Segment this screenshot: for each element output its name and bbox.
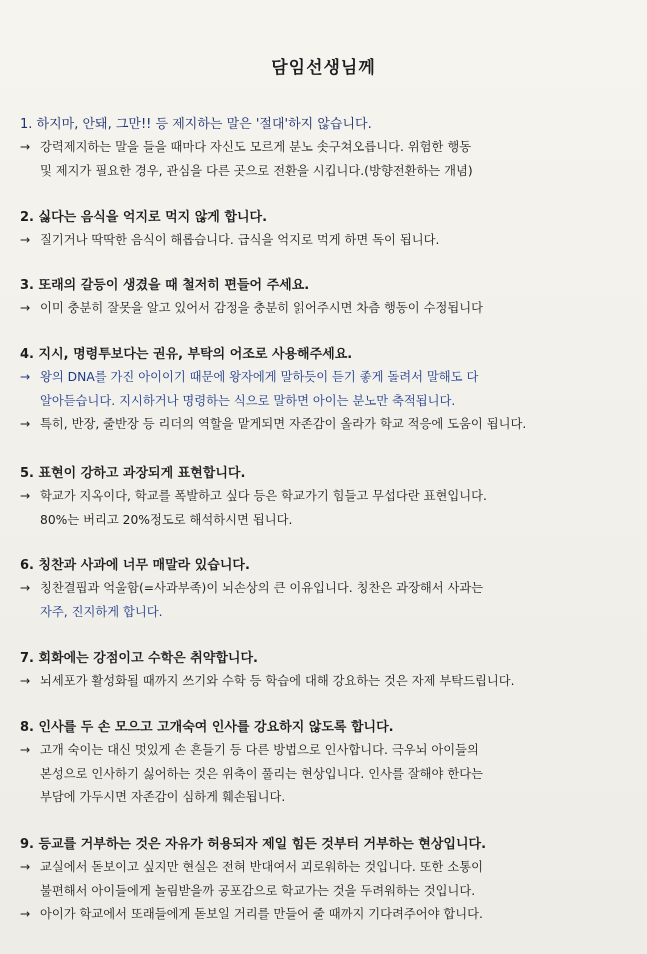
arrow-icon: → [20, 907, 31, 921]
arrow-icon: → [20, 140, 31, 154]
section-heading: 3. 또래의 갈등이 생겼을 때 철저히 편들어 주세요. [20, 278, 310, 293]
bullet-line: 강력제지하는 말을 들을 때마다 자신도 모르게 분노 솟구쳐오릅니다. 위험한 행동 [40, 140, 472, 154]
bullet [20, 670, 620, 694]
arrow-icon: → [20, 674, 31, 688]
section-3 [20, 275, 620, 321]
section-5 [20, 463, 620, 532]
bullet [20, 903, 620, 927]
section-heading: 5. 표현이 강하고 과장되게 표현합니다. [20, 466, 246, 481]
section-heading: 4. 지시, 명령투보다는 권유, 부탁의 어조로 사용해주세요. [20, 347, 353, 362]
bullet-line: 알아듣습니다. 지시하거나 명령하는 식으로 말하면 아이는 분노만 축적됩니다. [40, 393, 456, 408]
bullet-line: 칭찬결핍과 억울함(=사과부족)이 뇌손상의 큰 이유입니다. 칭찬은 과장해서 사과는 [40, 581, 484, 595]
bullet [20, 413, 620, 437]
bullet-line: 고개 숙이는 대신 멋있게 손 흔들기 등 다른 방법으로 인사합니다. 극우뇌 아이들의 [40, 743, 479, 757]
arrow-icon: → [20, 860, 31, 874]
section-7 [20, 648, 620, 694]
bullet-line: 질기거나 딱딱한 음식이 해롭습니다. 급식을 억지로 먹게 하면 독이 됩니다. [40, 233, 440, 247]
bullet-line: 본성으로 인사하기 싫어하는 것은 위축이 풀리는 현상입니다. 인사를 잘해야 한다는 [40, 766, 483, 781]
bullet-line: 이미 충분히 잘못을 알고 있어서 감정을 충분히 읽어주시면 차츰 행동이 수정됩니다 [40, 301, 483, 315]
section-8 [20, 717, 620, 810]
arrow-icon: → [20, 743, 31, 757]
section-9 [20, 834, 620, 927]
section-heading: 9. 등교를 거부하는 것은 자유가 허용되자 제일 힘든 것부터 거부하는 현상입니다. [20, 837, 487, 852]
section-heading: 6. 칭찬과 사과에 너무 매말라 있습니다. [20, 558, 250, 573]
bullet [20, 577, 620, 624]
bullet-line: 부담에 가두시면 자존감이 심하게 훼손됩니다. [40, 790, 286, 804]
arrow-icon: → [20, 489, 31, 503]
page-title: 담임선생님께 [271, 58, 376, 78]
bullet [20, 739, 620, 810]
bullet-line: 불편해서 아이들에게 놀림받을까 공포감으로 학교가는 것을 두려워하는 것입니다. [40, 883, 476, 898]
bullet [20, 297, 620, 321]
bullet-line: 자주, 진지하게 합니다. [40, 604, 163, 619]
bullet [20, 136, 620, 183]
bullet-line: 뇌세포가 활성화될 때까지 쓰기와 수학 등 학습에 대해 강요하는 것은 자제 부탁드립니다. [40, 674, 515, 688]
bullet [20, 366, 620, 413]
section-heading: 7. 회화에는 강점이고 수학은 취약합니다. [20, 651, 258, 666]
section-1 [20, 114, 620, 183]
bullet-line: 80%는 버리고 20%정도로 해석하시면 됩니다. [40, 512, 293, 527]
bullet-line: 교실에서 돋보이고 싶지만 현실은 전혀 반대여서 괴로워하는 것입니다. 또한 소통이 [40, 860, 483, 874]
arrow-icon: → [20, 370, 31, 384]
bullet [20, 229, 620, 253]
bullet-line: 학교가 지옥이다, 학교를 폭발하고 싶다 등은 학교가기 힘들고 무섭다란 표현입니다. [40, 489, 487, 503]
bullet-line: 특히, 반장, 줄반장 등 리더의 역할을 맡게되면 자존감이 올라가 학교 적응에 도움이 됩니다. [40, 417, 527, 431]
bullet-line: 아이가 학교에서 또래들에게 돋보일 거리를 만들어 줄 때까지 기다려주어야 합니다. [40, 907, 483, 921]
section-heading: 8. 인사를 두 손 모으고 고개숙여 인사를 강요하지 않도록 합니다. [20, 720, 394, 735]
bullet-line: 왕의 DNA를 가진 아이이기 때문에 왕자에게 말하듯이 듣기 좋게 돌려서 말해도 다 [40, 370, 479, 384]
arrow-icon: → [20, 301, 31, 315]
bullet [20, 856, 620, 903]
bullet [20, 485, 620, 532]
section-heading: 1. 하지마, 안돼, 그만!! 등 제지하는 말은 '절대'하지 않습니다. [20, 117, 372, 132]
arrow-icon: → [20, 581, 31, 595]
section-heading: 2. 싫다는 음식을 억지로 먹지 않게 합니다. [20, 210, 268, 225]
section-2 [20, 207, 620, 253]
section-4 [20, 344, 620, 437]
section-6 [20, 555, 620, 624]
bullet-line: 및 제지가 필요한 경우, 관심을 다른 곳으로 전환을 시킵니다.(방향전환하는 개념) [40, 163, 473, 178]
arrow-icon: → [20, 233, 31, 247]
arrow-icon: → [20, 417, 31, 431]
